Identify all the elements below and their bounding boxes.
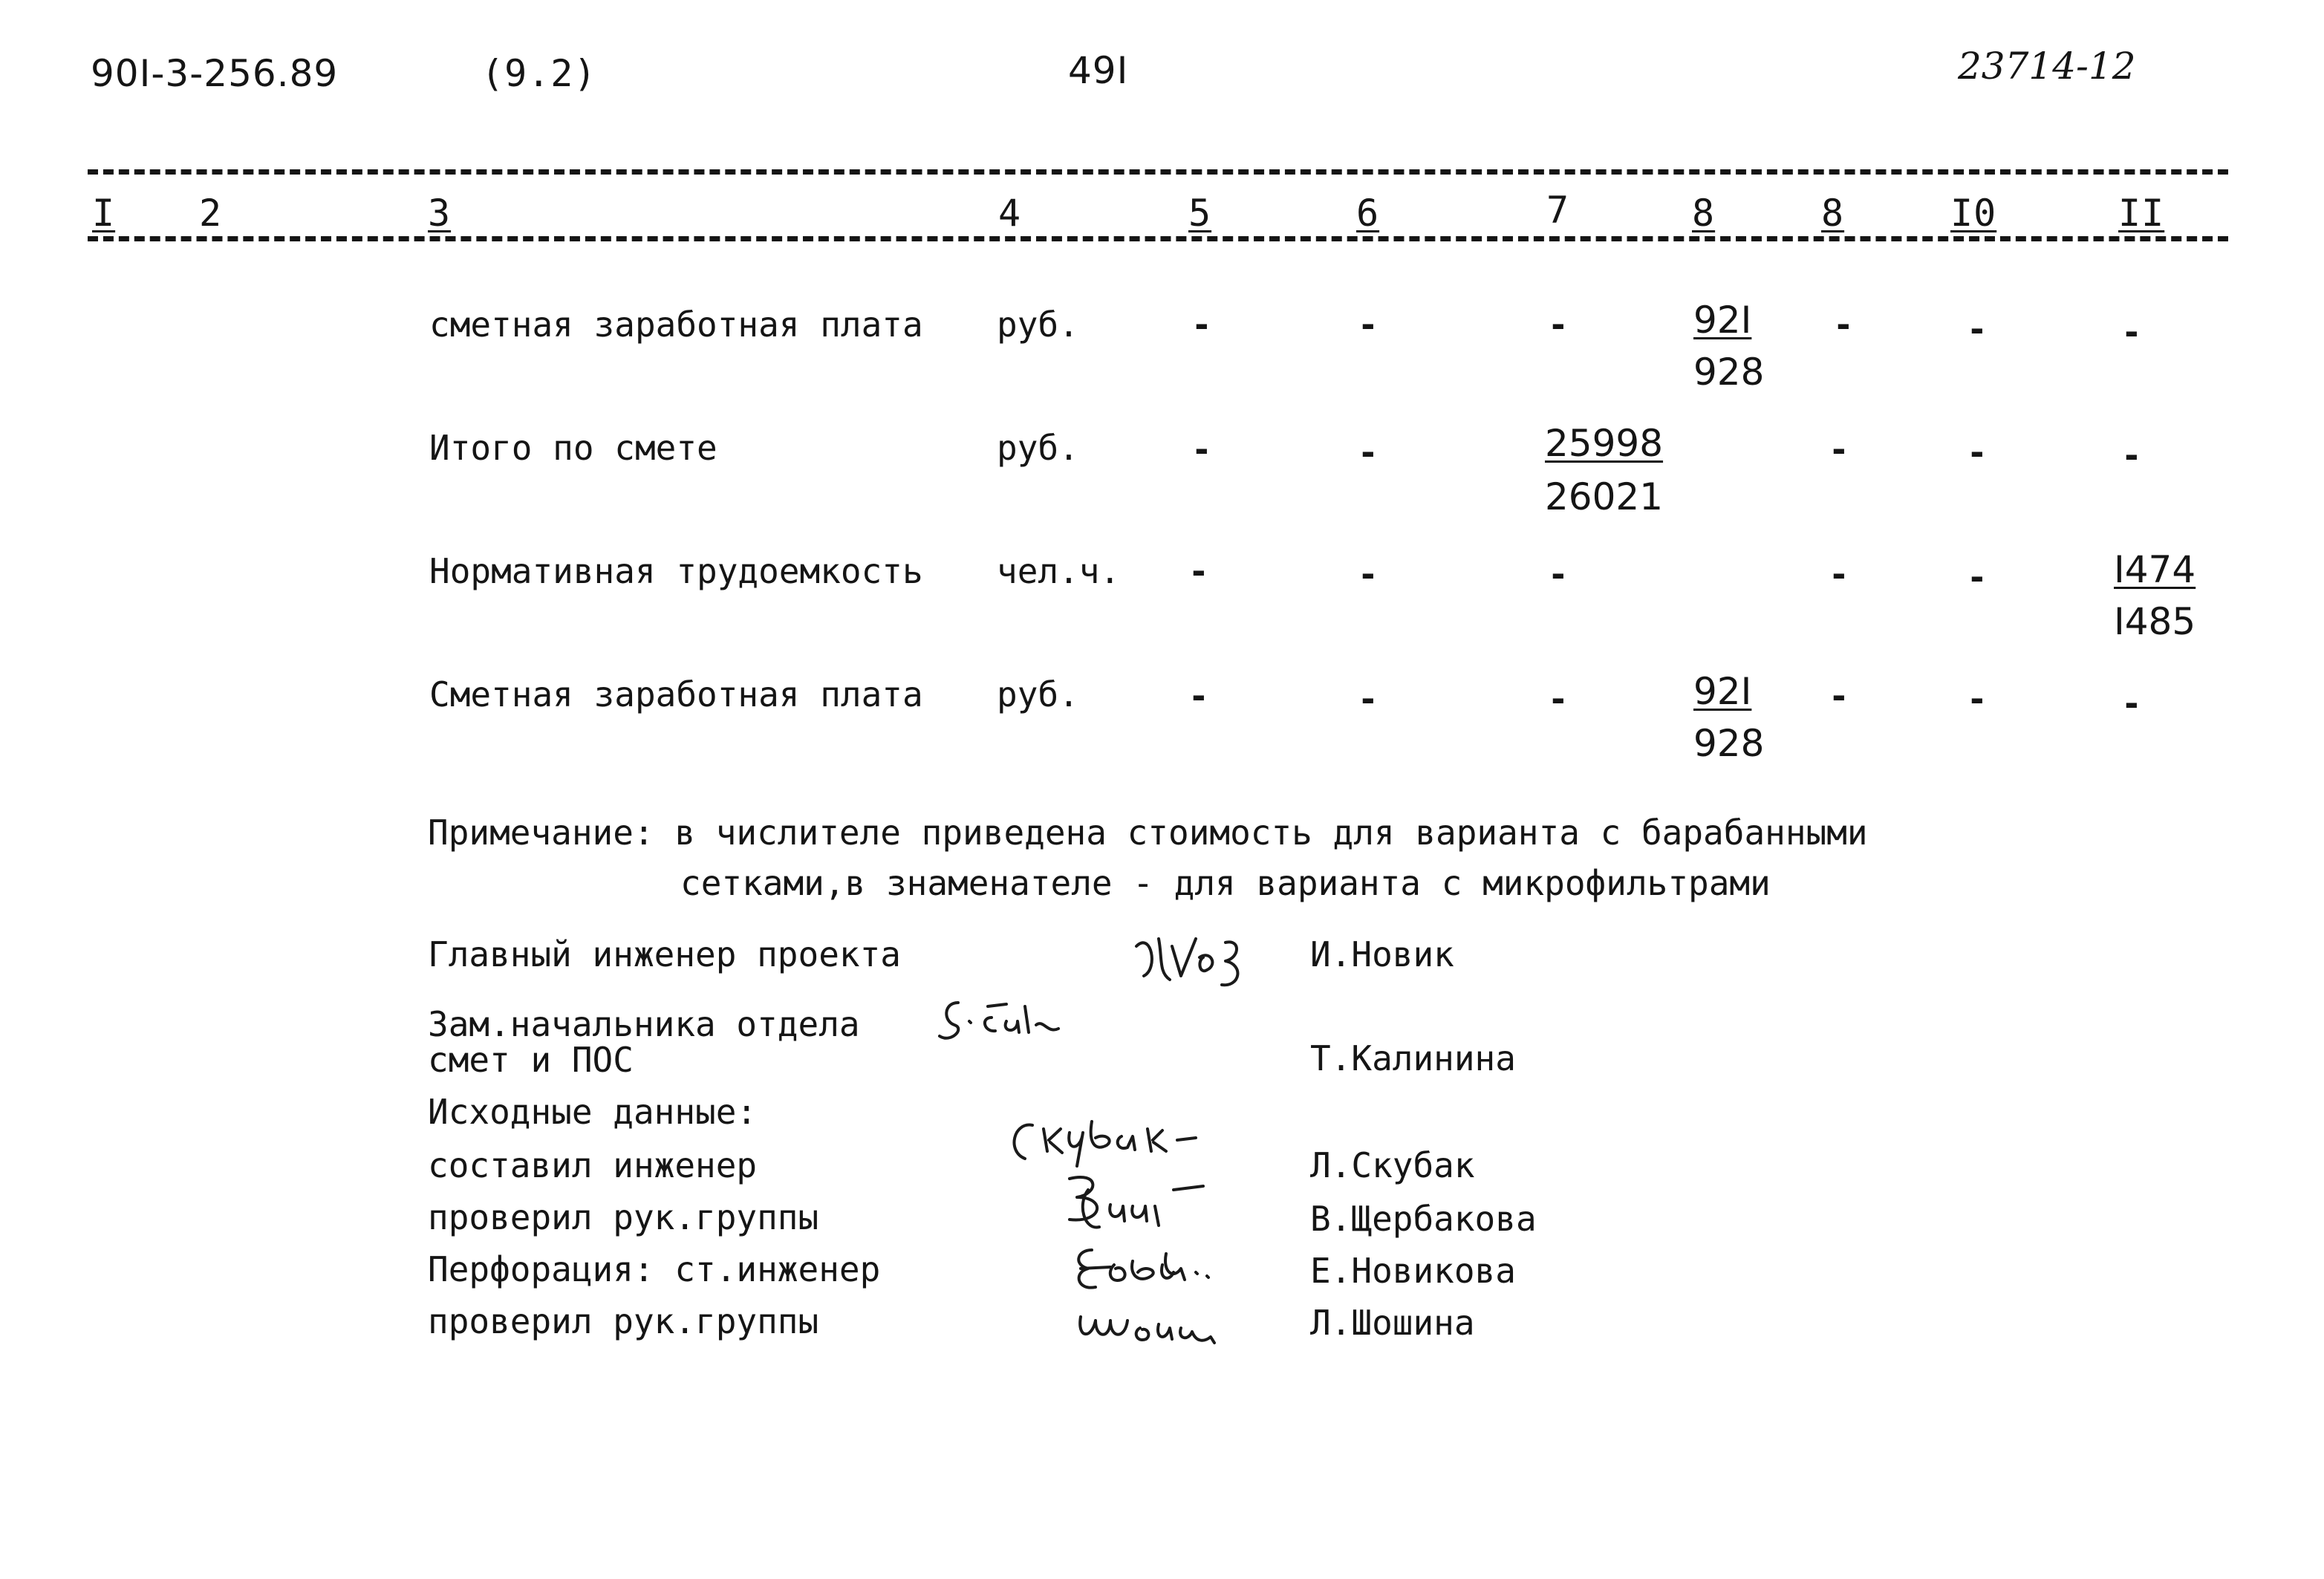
cell-col7: - — [1548, 679, 1569, 719]
signatory-role: Главный инженер проекта — [428, 934, 901, 974]
handwritten-signature — [1055, 1160, 1240, 1242]
row-unit: руб. — [997, 305, 1079, 345]
inventory-code: 23714-12 — [1958, 45, 2136, 88]
column-number: 6 — [1356, 192, 1380, 235]
signatory-role: составил инженер — [428, 1145, 758, 1185]
cell-col7-numerator: 25998 — [1545, 422, 1664, 465]
handwritten-signature — [936, 988, 1092, 1047]
cell-col7-denominator: 26021 — [1545, 475, 1664, 518]
signatory-name: Е.Новикова — [1310, 1251, 1516, 1291]
column-number: 8 — [1821, 192, 1845, 235]
cell-col10: - — [1967, 557, 1988, 597]
column-number: 2 — [199, 192, 223, 235]
signatory-name: Т.Калинина — [1310, 1038, 1516, 1078]
cell-col5: - — [1188, 551, 1209, 591]
row-label: Сметная заработная плата — [429, 674, 923, 714]
column-number: 5 — [1188, 192, 1212, 235]
signatory-name: В.Щербакова — [1310, 1199, 1537, 1239]
section-number: (9.2) — [481, 52, 597, 95]
signatory-role-line2: смет и ПОС — [428, 1040, 634, 1080]
row-label: Нормативная трудоемкость — [429, 551, 923, 591]
cell-col7: - — [1548, 305, 1569, 345]
column-number: 3 — [428, 192, 452, 235]
cell-col7: - — [1548, 554, 1569, 594]
signatory-role: проверил рук.группы — [428, 1197, 819, 1237]
note-line: сетками,в знаменателе - для варианта с микрофильтрами — [680, 863, 1771, 903]
column-number: 7 — [1546, 189, 1570, 232]
handwritten-signature — [1070, 1298, 1240, 1358]
column-number: 8 — [1692, 192, 1716, 235]
signatory-name: И.Новик — [1310, 934, 1454, 974]
signatory-name: Л.Скубак — [1310, 1145, 1475, 1185]
row-unit: руб. — [997, 428, 1079, 468]
cell-col8-denominator: 928 — [1693, 722, 1765, 765]
column-number: 4 — [998, 192, 1022, 235]
cell-col6: - — [1358, 305, 1379, 345]
signatory-role: Перфорация: ст.инженер — [428, 1249, 881, 1289]
cell-col9: - — [1829, 554, 1849, 594]
page-number: 49I — [1068, 49, 1129, 92]
cell-col10: - — [1967, 309, 1988, 349]
document-code: 90I-3-256.89 — [91, 52, 339, 95]
top-dashed-rule — [88, 169, 2228, 175]
cell-col8-denominator: 928 — [1693, 351, 1765, 394]
row-label: Итого по смете — [429, 428, 717, 468]
cell-col11: - — [2121, 435, 2142, 475]
bottom-dashed-rule — [88, 236, 2228, 241]
cell-col5: - — [1191, 429, 1212, 469]
cell-col11-numerator: I474 — [2114, 548, 2196, 591]
cell-col6: - — [1358, 679, 1379, 719]
row-unit: чел.ч. — [997, 551, 1121, 591]
cell-col5: - — [1188, 676, 1209, 716]
signatory-name: Л.Шошина — [1310, 1303, 1475, 1343]
row-unit: руб. — [997, 674, 1079, 714]
cell-col6: - — [1358, 432, 1379, 472]
cell-col9: - — [1829, 429, 1849, 469]
signatory-role: проверил рук.группы — [428, 1301, 819, 1341]
cell-col8-numerator: 92I — [1693, 299, 1752, 342]
note-line: Примечание: в числителе приведена стоимость для варианта с барабанными — [428, 813, 1868, 853]
cell-col5: - — [1191, 305, 1212, 345]
cell-col8-numerator: 92I — [1693, 670, 1752, 713]
cell-col10: - — [1967, 432, 1988, 472]
cell-col9: - — [1833, 305, 1854, 345]
column-number: I0 — [1950, 192, 1997, 235]
row-label: сметная заработная плата — [429, 305, 923, 345]
cell-col10: - — [1967, 679, 1988, 719]
column-number: II — [2118, 192, 2165, 235]
cell-col11: - — [2121, 312, 2142, 352]
cell-col11: - — [2121, 683, 2142, 723]
handwritten-signature — [1129, 917, 1255, 998]
column-number: I — [92, 192, 116, 235]
handwritten-signature — [1070, 1239, 1240, 1306]
cell-col11-denominator: I485 — [2114, 600, 2196, 643]
cell-col9: - — [1829, 676, 1849, 716]
cell-col6: - — [1358, 554, 1379, 594]
section-heading: Исходные данные: — [428, 1092, 758, 1132]
signatory-role: Зам.начальника отдела — [428, 1004, 860, 1044]
